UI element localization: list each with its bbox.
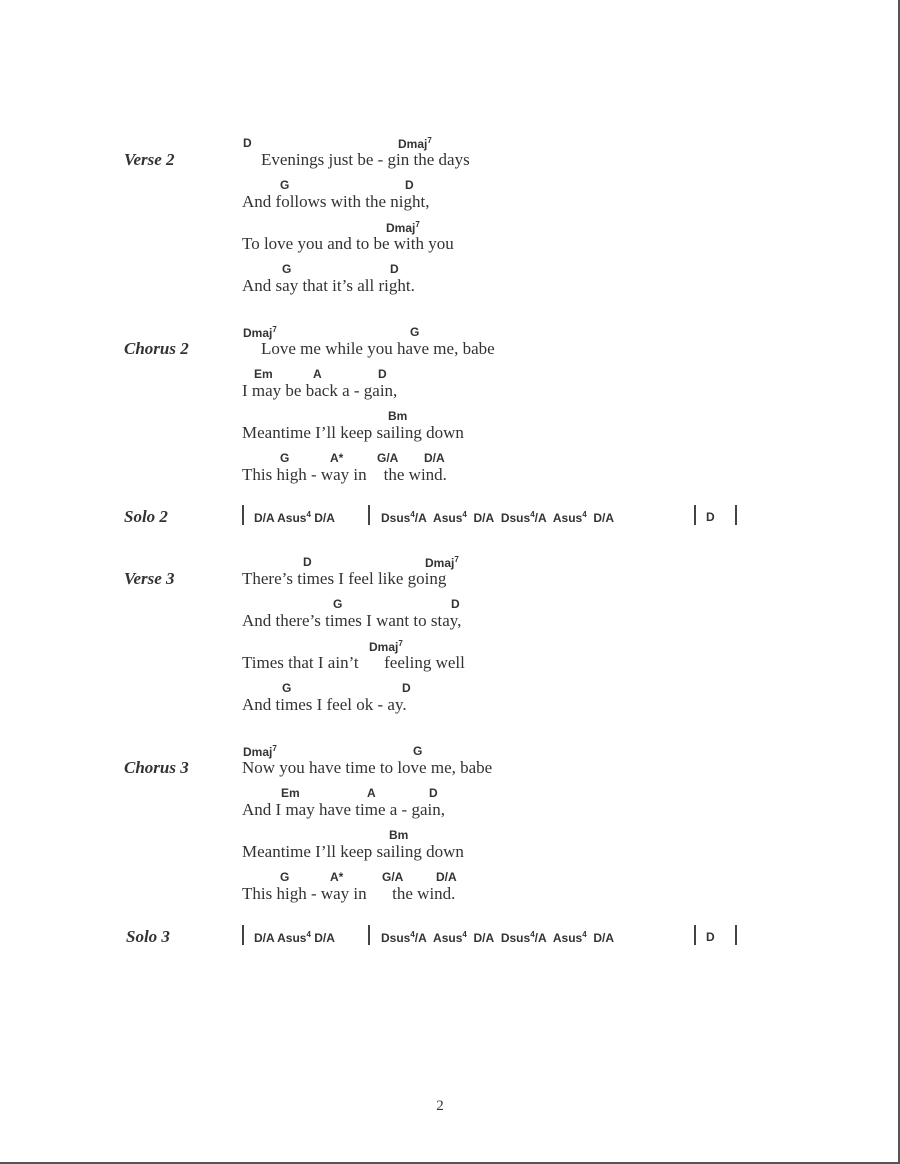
lyric-line: Now you have time to love me, babe [242, 758, 493, 777]
lyric-line: This high - way in the wind. [242, 884, 456, 903]
section-label-chorus-3: Chorus 3 [124, 758, 189, 777]
chord: G/A [377, 451, 399, 465]
solo-chords-group-1: D/A Asus$^4$ D/A [254, 510, 335, 525]
section-label-verse-2: Verse 2 [124, 150, 175, 169]
lyric-line: There’s times I feel like going [242, 569, 447, 588]
chord: G/A [382, 870, 404, 884]
chord: D [378, 367, 387, 381]
lyric-line: And times I feel ok - ay. [242, 695, 407, 714]
chord: D/A [424, 451, 445, 465]
chord: Dmaj$^7$ [386, 220, 420, 235]
chord: G [280, 870, 290, 884]
bar-line [735, 925, 737, 945]
chord: G [410, 325, 420, 339]
chord: D/A [436, 870, 457, 884]
lyric-line: Evenings just be - gin the days [261, 150, 470, 169]
chord: Bm [388, 409, 408, 423]
bar-line [694, 925, 696, 945]
chord: A* [330, 451, 344, 465]
bar-line [242, 925, 244, 945]
bar-line [694, 505, 696, 525]
section-label-chorus-2: Chorus 2 [124, 339, 189, 358]
bar-line [735, 505, 737, 525]
chord: D [405, 178, 414, 192]
chord: Em [254, 367, 273, 381]
solo-chord-final: D [706, 930, 715, 944]
lyric-line: And I may have time a - gain, [242, 800, 445, 819]
lyric-line: To love you and to be with you [242, 234, 454, 253]
lyric-line: And follows with the night, [242, 192, 430, 211]
chord: Dmaj$^7$ [369, 639, 403, 654]
section-label-solo-3: Solo 3 [126, 927, 170, 946]
lyric-line: Meantime I’ll keep sailing down [242, 423, 464, 442]
chord: D [451, 597, 460, 611]
chord: A* [330, 870, 344, 884]
chord: A [313, 367, 322, 381]
solo-chord-final: D [706, 510, 715, 524]
chord: A [367, 786, 376, 800]
page-number: 2 [436, 1098, 444, 1114]
bar-line [368, 925, 370, 945]
section-label-verse-3: Verse 3 [124, 569, 175, 588]
chord: G [282, 262, 292, 276]
chord: G [280, 178, 290, 192]
chord: Em [281, 786, 300, 800]
solo-chords-group-2: Dsus$^4$/A Asus$^4$ D/A Dsus$^4$/A Asus$^4$ D/A [381, 930, 615, 945]
chord: Dmaj$^7$ [425, 555, 459, 570]
bar-line [368, 505, 370, 525]
chord: D [303, 555, 312, 569]
chord: Bm [389, 828, 409, 842]
chord: G [333, 597, 343, 611]
chord: D [390, 262, 399, 276]
chord: Dmaj$^7$ [243, 744, 277, 759]
lyric-line: And say that it’s all right. [242, 276, 415, 295]
solo-chords-group-1: D/A Asus$^4$ D/A [254, 930, 335, 945]
chord: D [429, 786, 438, 800]
chord: G [413, 744, 423, 758]
section-label-solo-2: Solo 2 [124, 507, 168, 526]
solo-chords-group-2: Dsus$^4$/A Asus$^4$ D/A Dsus$^4$/A Asus$^4$ D/A [381, 510, 615, 525]
lyric-line: I may be back a - gain, [242, 381, 398, 400]
chord: D [243, 136, 252, 150]
chord: G [282, 681, 292, 695]
lyric-line: And there’s times I want to stay, [242, 611, 462, 630]
lyric-line: Times that I ain’t feeling well [242, 653, 465, 672]
bar-line [242, 505, 244, 525]
chord: G [280, 451, 290, 465]
chord: D [402, 681, 411, 695]
chord: Dmaj$^7$ [398, 136, 432, 151]
lyric-line: This high - way in the wind. [242, 465, 447, 484]
chord: Dmaj$^7$ [243, 325, 277, 340]
lyric-line: Love me while you have me, babe [261, 339, 495, 358]
lyric-line: Meantime I’ll keep sailing down [242, 842, 464, 861]
